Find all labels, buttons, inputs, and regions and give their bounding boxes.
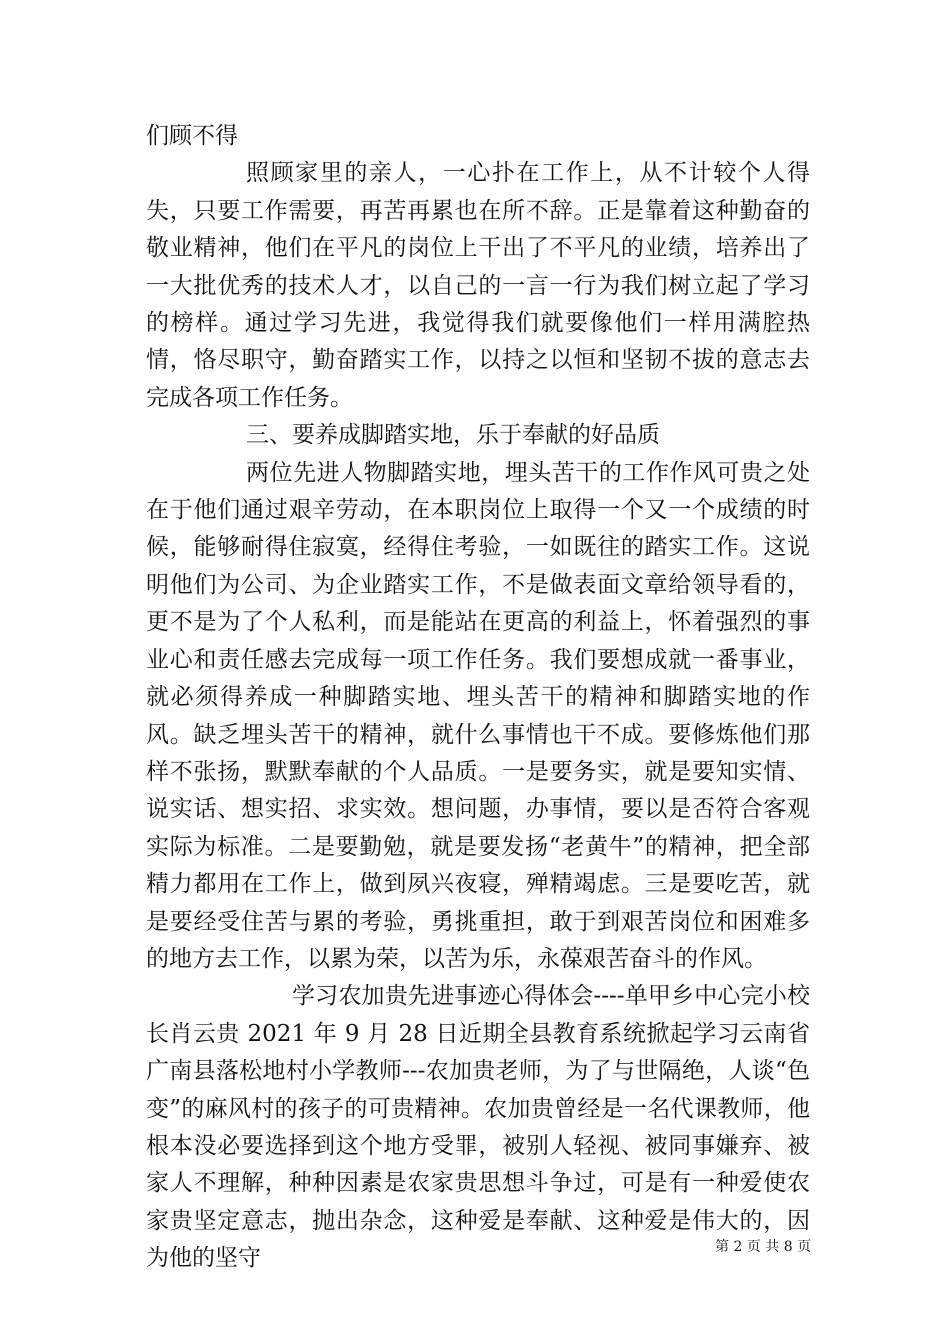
paragraph-article-nongjiagui: 学习农加贵先进事迹心得体会----单甲乡中心完小校长肖云贵 2021 年 9 月 28 日近期全县教育系统掀起学习云南省广南县落松地村小学教师---农加贵老师，为了与世隔绝，人谈“色变”的麻风村的孩子的可贵精神。农加贵曾经是一名代课教师，他根本没必要选择到这个地方受罪，被别人轻视、被同事嫌弃、被家人不理解，种种因素是农家贵思想斗争过，可是有一种爱使农家贵坚定意志，抛出杂念，这种爱是奉献、这种爱是伟大的，因为他的坚守 — [146, 983, 810, 1272]
paragraph-dedication: 照顾家里的亲人，一心扑在工作上，从不计较个人得失，只要工作需要，再苦再累也在所不辞。正是靠着这种勤奋的敬业精神，他们在平凡的岗位上干出了不平凡的业绩，培养出了一大批优秀的技术人才，以自己的一言一行为我们树立起了学习的榜样。通过学习先进，我觉得我们就要像他们一样用满腔热情，恪尽职守，勤奋踏实工作，以持之以恒和坚韧不拔的意志去完成各项工作任务。 — [146, 160, 810, 411]
document-body — [146, 118, 810, 1278]
paragraph-continuation: 们顾不得 — [146, 123, 238, 149]
page-number-footer: 第 2 页 共 8 页 — [715, 1239, 812, 1255]
section-heading-three: 三、要养成脚踏实地，乐于奉献的好品质 — [246, 422, 660, 449]
paragraph-down-to-earth: 两位先进人物脚踏实地，埋头苦干的工作作风可贵之处在于他们通过艰辛劳动，在本职岗位上取得一个又一个成绩的时候，能够耐得住寂寞，经得住考验，一如既往的踏实工作。这说明他们为公司、为企业踏实工作，不是做表面文章给领导看的，更不是为了个人私利，而是能站在更高的利益上，怀着强烈的事业心和责任感去完成每一项工作任务。我们要想成就一番事业，就必须得养成一种脚踏实地、埋头苦干的精神和脚踏实地的作风。缺乏埋头苦干的精神，就什么事情也干不成。要修炼他们那样不张扬，默默奉献的个人品质。一是要务实，就是要知实情、说实话、想实招、求实效。想问题，办事情，要以是否符合客观实际为标准。二是要勤勉，就是要发扬“老黄牛”的精神，把全部精力都用在工作上，做到夙兴夜寝，殚精竭虑。三是要吃苦，就是要经受住苦与累的考验，勇挑重担，敢于到艰苦岗位和困难多的地方去工作，以累为荣，以苦为乐，永葆艰苦奋斗的作风。 — [146, 459, 810, 972]
